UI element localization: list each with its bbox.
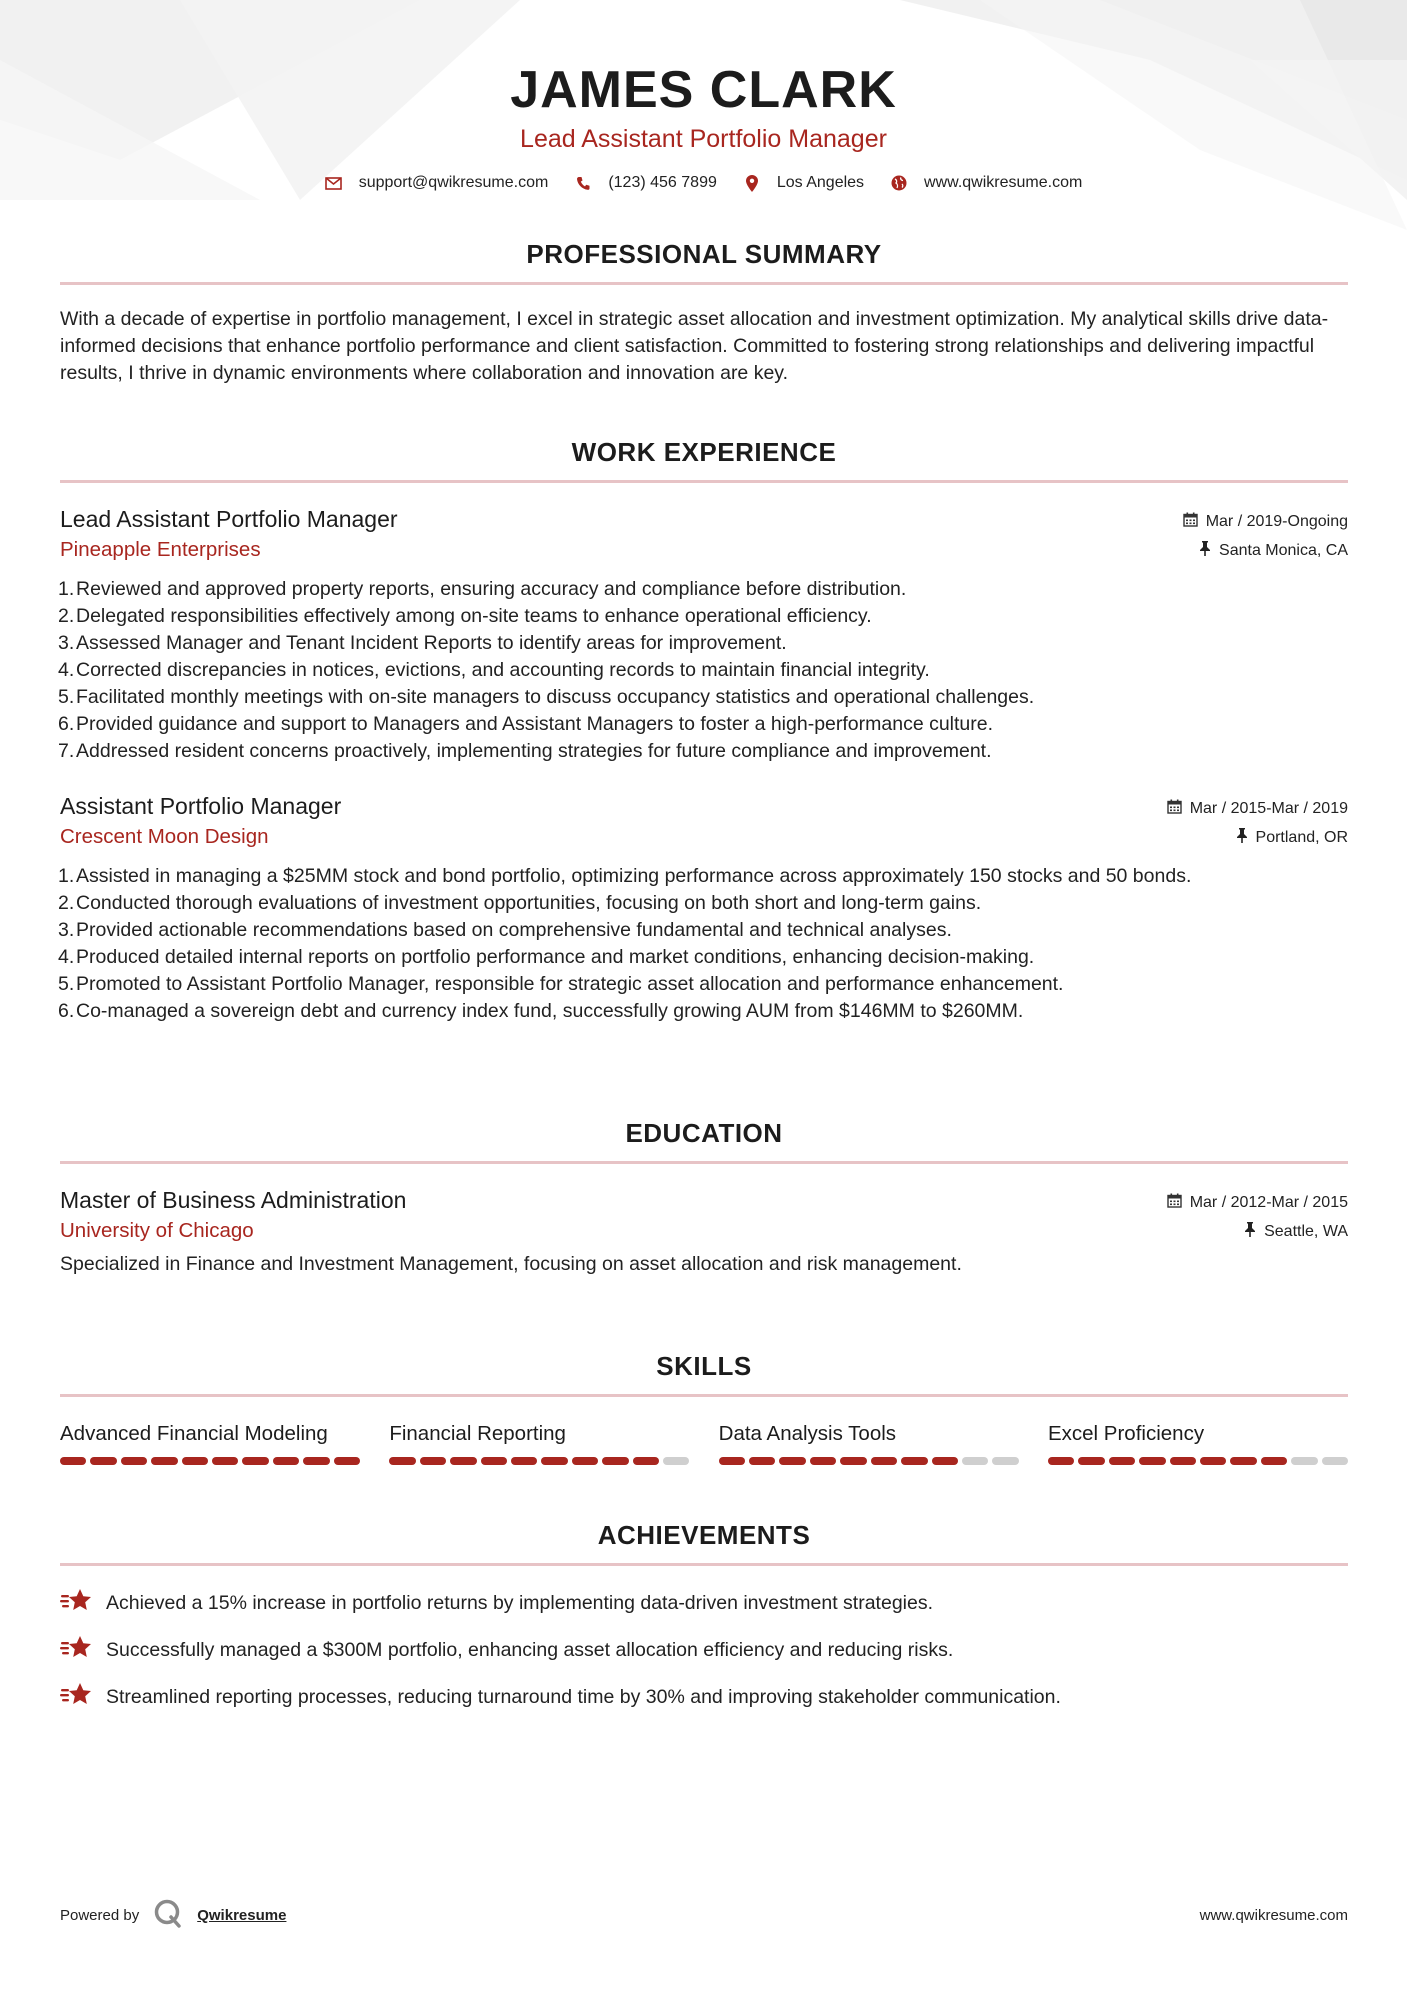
skill-level-bar [1048, 1457, 1348, 1465]
job-location [1199, 541, 1348, 561]
skill-segment-empty [1322, 1457, 1348, 1465]
job-location-text: Portland, OR [1255, 829, 1348, 846]
skill-segment-filled [334, 1457, 360, 1465]
list-item: 6. Provided guidance and support to Managers and Assistant Managers to foster a high-performance culture. [58, 713, 994, 735]
achievement-text: Successfully managed a $300M portfolio, enhancing asset allocation efficiency and reducing risks. [106, 1638, 954, 1661]
section-divider [60, 1563, 1348, 1566]
skill-segment-filled [481, 1457, 507, 1465]
education-title: EDUCATION [625, 1118, 783, 1148]
globe-icon [890, 174, 908, 192]
skill-segment-filled [90, 1457, 116, 1465]
skill-segment-filled [60, 1457, 86, 1465]
pushpin-icon [1244, 1222, 1256, 1242]
skill-segment-filled [779, 1457, 805, 1465]
skill-level-bar [719, 1457, 1019, 1465]
job-bullets [60, 863, 1348, 1025]
footer-website[interactable]: www.qwikresume.com [1199, 1906, 1348, 1924]
skill-item [719, 1421, 1019, 1465]
skill-segment-filled [749, 1457, 775, 1465]
pushpin-icon [1199, 541, 1211, 561]
summary-title: PROFESSIONAL SUMMARY [526, 239, 882, 269]
contact-phone-text: (123) 456 7899 [608, 174, 717, 191]
list-item: 3. Assessed Manager and Tenant Incident Reports to identify areas for improvement. [58, 632, 787, 654]
achievement-text: Achieved a 15% increase in portfolio returns by implementing data-driven investment strategies. [106, 1591, 934, 1614]
section-divider [60, 480, 1348, 483]
powered-by-label: Powered by [60, 1906, 140, 1924]
skill-segment-filled [389, 1457, 415, 1465]
section-divider [60, 1394, 1348, 1397]
skill-segment-empty [962, 1457, 988, 1465]
contact-website-text: www.qwikresume.com [924, 174, 1083, 191]
skill-name: Advanced Financial Modeling [60, 1422, 328, 1445]
education-location-text: Seattle, WA [1264, 1223, 1348, 1240]
skill-segment-filled [1170, 1457, 1196, 1465]
skill-segment-filled [1139, 1457, 1165, 1465]
achievements-list [60, 1586, 1348, 1713]
skill-level-bar [389, 1457, 689, 1465]
star-icon [60, 1680, 94, 1713]
section-divider [60, 282, 1348, 285]
skill-segment-filled [871, 1457, 897, 1465]
list-item: 2. Delegated responsibilities effectively among on-site teams to enhance operational efficiency. [58, 605, 872, 627]
skill-item [60, 1421, 360, 1465]
list-item: 2. Conducted thorough evaluations of investment opportunities, focusing on both short and long-term gains. [58, 892, 982, 914]
skill-segment-filled [901, 1457, 927, 1465]
skills-title: SKILLS [656, 1351, 752, 1381]
skill-segment-filled [633, 1457, 659, 1465]
skill-segment-filled [719, 1457, 745, 1465]
powered-by [60, 1898, 286, 1932]
achievement-item [60, 1633, 1348, 1666]
contact-bar [0, 174, 1407, 192]
achievements-section [60, 1519, 1348, 1727]
skill-segment-filled [212, 1457, 238, 1465]
job-entry [60, 791, 1348, 1025]
skill-segment-filled [1230, 1457, 1256, 1465]
skill-segment-filled [840, 1457, 866, 1465]
experience-section [60, 436, 1348, 1025]
skill-item [389, 1421, 689, 1465]
list-item: 6. Co-managed a sovereign debt and currency index fund, successfully growing AUM from $146MM to $260MM. [58, 1000, 1024, 1022]
job-bullets [60, 576, 1348, 765]
section-divider [60, 1161, 1348, 1164]
list-item: 3. Provided actionable recommendations based on comprehensive fundamental and technical analyses. [58, 919, 952, 941]
map-pin-icon [743, 174, 761, 192]
envelope-icon [325, 174, 343, 192]
skill-segment-filled [273, 1457, 299, 1465]
contact-phone[interactable] [574, 174, 717, 192]
education-dates-text: Mar / 2012-Mar / 2015 [1189, 1194, 1348, 1211]
resume-header [0, 0, 1407, 192]
job-title: Lead Assistant Portfolio Manager [60, 506, 398, 532]
skills-list [60, 1421, 1348, 1465]
skill-segment-filled [450, 1457, 476, 1465]
skills-section [60, 1350, 1348, 1465]
skill-segment-filled [572, 1457, 598, 1465]
skill-segment-filled [1261, 1457, 1287, 1465]
skill-segment-filled [242, 1457, 268, 1465]
skill-segment-filled [121, 1457, 147, 1465]
education-section [60, 1117, 1348, 1278]
star-icon [60, 1633, 94, 1666]
skill-segment-empty [1291, 1457, 1317, 1465]
list-item: 4. Produced detailed internal reports on portfolio performance and market conditions, enhancing decision-making. [58, 946, 1035, 968]
job-location [1236, 828, 1348, 848]
skill-item [1048, 1421, 1348, 1465]
education-entry [60, 1185, 1348, 1278]
skill-segment-filled [303, 1457, 329, 1465]
achievement-item [60, 1586, 1348, 1619]
skill-name: Data Analysis Tools [718, 1422, 897, 1445]
skill-segment-filled [1048, 1457, 1074, 1465]
skill-segment-empty [663, 1457, 689, 1465]
candidate-role: Lead Assistant Portfolio Manager [520, 125, 887, 153]
skill-segment-filled [182, 1457, 208, 1465]
list-item: 1. Reviewed and approved property reports, ensuring accuracy and compliance before distribution. [58, 578, 907, 600]
achievements-title: ACHIEVEMENTS [597, 1520, 811, 1550]
contact-website[interactable] [890, 174, 1082, 192]
list-item: 4. Corrected discrepancies in notices, evictions, and accounting records to maintain financial integrity. [58, 659, 930, 681]
calendar-icon [1183, 512, 1198, 532]
experience-title: WORK EXPERIENCE [571, 437, 837, 467]
school-name: University of Chicago [60, 1219, 254, 1242]
skill-segment-filled [541, 1457, 567, 1465]
job-location-text: Santa Monica, CA [1219, 542, 1348, 559]
qwikresume-link[interactable]: Qwikresume [197, 1906, 287, 1924]
job-title: Assistant Portfolio Manager [60, 793, 342, 819]
list-item: 7. Addressed resident concerns proactively, implementing strategies for future compliance and improvement. [58, 740, 992, 762]
skill-segment-empty [992, 1457, 1018, 1465]
contact-email-text: support@qwikresume.com [358, 174, 549, 191]
education-description: Specialized in Finance and Investment Management, focusing on asset allocation and risk management. [60, 1253, 962, 1275]
job-dates-text: Mar / 2019-Ongoing [1205, 513, 1348, 530]
skill-segment-filled [1200, 1457, 1226, 1465]
qwikresume-logo-icon [153, 1898, 183, 1932]
pushpin-icon [1236, 828, 1248, 848]
job-entry [60, 504, 1348, 765]
calendar-icon [1167, 799, 1182, 819]
phone-icon [574, 174, 592, 192]
education-dates [1167, 1193, 1348, 1213]
skill-segment-filled [1078, 1457, 1104, 1465]
summary-section [60, 238, 1348, 387]
skill-segment-filled [420, 1457, 446, 1465]
job-company: Crescent Moon Design [60, 825, 269, 848]
skill-segment-filled [932, 1457, 958, 1465]
skill-level-bar [60, 1457, 360, 1465]
star-icon [60, 1586, 94, 1619]
skill-name: Financial Reporting [389, 1422, 566, 1445]
candidate-name: JAMES CLARK [510, 61, 897, 119]
list-item: 5. Facilitated monthly meetings with on-site managers to discuss occupancy statistics and operational challenges. [58, 686, 1035, 708]
skill-segment-filled [511, 1457, 537, 1465]
skill-segment-filled [810, 1457, 836, 1465]
skill-name: Excel Proficiency [1047, 1422, 1205, 1445]
skill-segment-filled [151, 1457, 177, 1465]
list-item: 5. Promoted to Assistant Portfolio Manager, responsible for strategic asset allocation and performance enhancement. [58, 973, 1064, 995]
contact-email[interactable] [325, 174, 549, 192]
contact-location-text: Los Angeles [776, 174, 865, 191]
calendar-icon [1167, 1193, 1182, 1213]
job-dates-text: Mar / 2015-Mar / 2019 [1189, 800, 1348, 817]
summary-text: With a decade of expertise in portfolio management, I excel in strategic asset allocation and investment optimization. My analytical skills drive data-informed decisions that enhance portfolio performance and client satisfaction. Committed to fostering strong relationships and delivering impactful results, I thrive in dynamic environments where collaboration and innovation are key. [60, 308, 1329, 384]
page-footer [60, 1898, 1348, 1932]
job-dates [1167, 799, 1348, 819]
job-company: Pineapple Enterprises [60, 538, 261, 561]
education-location [1244, 1222, 1348, 1242]
skill-segment-filled [1109, 1457, 1135, 1465]
contact-location [743, 174, 864, 192]
degree-title: Master of Business Administration [60, 1187, 407, 1213]
achievement-text: Streamlined reporting processes, reducing turnaround time by 30% and improving stakeholder communication. [106, 1685, 1061, 1708]
skill-segment-filled [602, 1457, 628, 1465]
achievement-item [60, 1680, 1348, 1713]
job-dates [1183, 512, 1348, 532]
list-item: 1. Assisted in managing a $25MM stock and bond portfolio, optimizing performance across approximately 150 stocks and 50 bonds. [58, 865, 1192, 887]
